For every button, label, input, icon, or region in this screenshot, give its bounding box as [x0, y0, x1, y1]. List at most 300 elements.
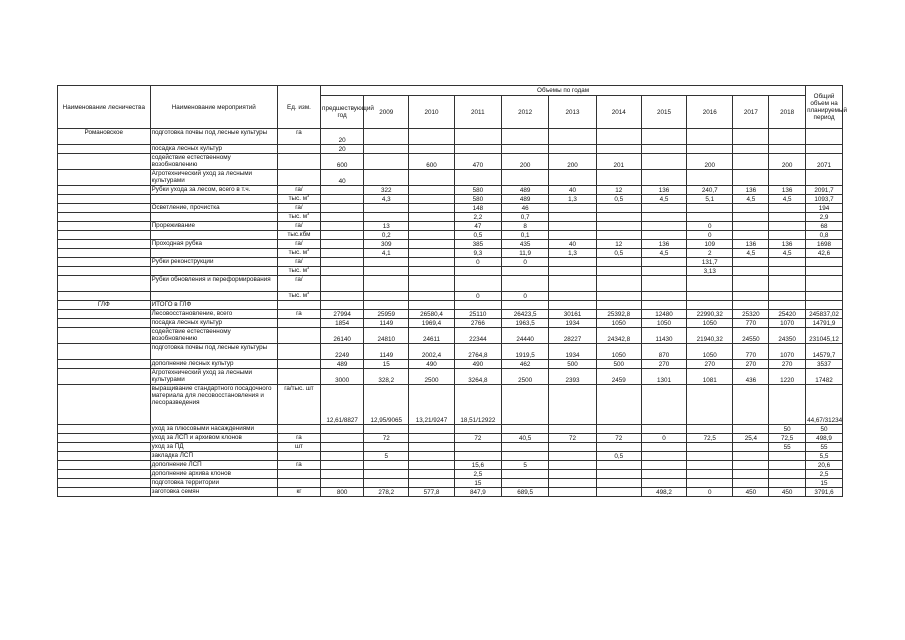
value-cell — [769, 452, 806, 461]
value-cell: 1934 — [549, 344, 596, 360]
activity-cell: ИТОГО в ГЛФ — [150, 301, 277, 310]
activity-cell: подготовка почвы под лесные культуры — [150, 129, 277, 145]
table-row — [58, 129, 843, 145]
value-cell — [641, 258, 686, 267]
table-row — [58, 360, 843, 369]
value-cell: 2249 — [321, 344, 364, 360]
header-year: 2009 — [364, 96, 409, 129]
activity-cell: Рубки ухода за лесом, всего в т.ч. — [150, 186, 277, 195]
table-row — [58, 231, 843, 240]
unit-cell — [277, 344, 320, 360]
value-cell — [769, 258, 806, 267]
activity-cell: дополнение лесных культур — [150, 360, 277, 369]
unit-cell: тыс. $м^3$ — [277, 213, 320, 222]
forestry-cell — [58, 479, 151, 488]
value-cell: 200 — [502, 154, 549, 170]
value-cell: 2459 — [596, 369, 641, 385]
value-cell: 2 — [687, 249, 733, 258]
value-cell — [596, 258, 641, 267]
value-cell: 3,13 — [687, 267, 733, 276]
total-cell: 245837,02 — [806, 310, 843, 319]
value-cell — [641, 443, 686, 452]
value-cell — [641, 292, 686, 301]
value-cell — [321, 231, 364, 240]
value-cell: 500 — [596, 360, 641, 369]
table-header — [58, 86, 848, 129]
activity-cell: Прореживание — [150, 222, 277, 231]
value-cell — [409, 213, 454, 222]
table-row — [58, 385, 843, 425]
forestry-cell — [58, 443, 151, 452]
value-cell — [409, 231, 454, 240]
total-cell: 1698 — [806, 240, 843, 249]
value-cell: 4,5 — [641, 249, 686, 258]
unit-cell: тыс. $м^3$ — [277, 292, 320, 301]
value-cell — [596, 301, 641, 310]
activity-cell: посадка лесных культур — [150, 145, 277, 154]
value-cell: 0 — [454, 258, 501, 267]
value-cell: 0 — [641, 434, 686, 443]
table-row — [58, 204, 843, 213]
value-cell — [769, 204, 806, 213]
value-cell — [549, 231, 596, 240]
value-cell: 1050 — [596, 319, 641, 328]
value-cell — [502, 479, 549, 488]
total-cell — [806, 292, 843, 301]
value-cell — [549, 452, 596, 461]
value-cell: 0 — [687, 488, 733, 497]
value-cell: 1854 — [321, 319, 364, 328]
activity-cell: Агротехнический уход за лесными культурами — [150, 369, 277, 385]
value-cell — [321, 213, 364, 222]
forestry-cell — [58, 425, 151, 434]
value-cell — [733, 470, 769, 479]
unit-cell: тыс. $м^3$ — [277, 195, 320, 204]
value-cell — [454, 129, 501, 145]
forestry-cell — [58, 434, 151, 443]
value-cell — [321, 204, 364, 213]
value-cell — [364, 470, 409, 479]
value-cell — [321, 186, 364, 195]
value-cell — [321, 258, 364, 267]
value-cell — [641, 222, 686, 231]
header-year: 2014 — [596, 96, 641, 129]
value-cell — [454, 145, 501, 154]
value-cell — [596, 222, 641, 231]
value-cell: 450 — [733, 488, 769, 497]
value-cell: 40,5 — [502, 434, 549, 443]
value-cell: 109 — [687, 240, 733, 249]
value-cell — [733, 385, 769, 425]
total-cell: 1093,7 — [806, 195, 843, 204]
value-cell — [502, 443, 549, 452]
value-cell — [409, 443, 454, 452]
value-cell — [733, 301, 769, 310]
value-cell: 4,1 — [364, 249, 409, 258]
value-cell: 25420 — [769, 310, 806, 319]
forestry-cell — [58, 369, 151, 385]
value-cell — [687, 129, 733, 145]
value-cell: 15 — [364, 360, 409, 369]
value-cell: 2500 — [409, 369, 454, 385]
forestry-cell — [58, 319, 151, 328]
unit-cell: га — [277, 310, 320, 319]
header-year: 2011 — [454, 96, 501, 129]
value-cell: 22990,32 — [687, 310, 733, 319]
value-cell: 12 — [596, 240, 641, 249]
value-cell — [733, 222, 769, 231]
unit-cell — [277, 425, 320, 434]
value-cell — [769, 145, 806, 154]
value-cell: 270 — [733, 360, 769, 369]
value-cell: 490 — [409, 360, 454, 369]
plan-table-page — [57, 85, 848, 497]
value-cell — [321, 452, 364, 461]
value-cell — [641, 276, 686, 292]
header-year: 2012 — [502, 96, 549, 129]
value-cell — [687, 276, 733, 292]
value-cell — [549, 213, 596, 222]
activity-cell: Агротехнический уход за лесными культурами — [150, 170, 277, 186]
value-cell — [409, 479, 454, 488]
value-cell — [641, 154, 686, 170]
unit-cell — [277, 360, 320, 369]
activity-cell: подготовка территории — [150, 479, 277, 488]
value-cell — [687, 170, 733, 186]
value-cell: 72 — [364, 434, 409, 443]
value-cell — [733, 154, 769, 170]
forestry-cell — [58, 470, 151, 479]
value-cell: 1050 — [596, 344, 641, 360]
value-cell — [641, 204, 686, 213]
value-cell: 1919,5 — [502, 344, 549, 360]
value-cell — [549, 292, 596, 301]
value-cell: 385 — [454, 240, 501, 249]
value-cell: 1070 — [769, 344, 806, 360]
value-cell — [454, 425, 501, 434]
unit-cell: га/ — [277, 276, 320, 292]
value-cell — [549, 145, 596, 154]
forestry-cell — [58, 154, 151, 170]
value-cell: 15,6 — [454, 461, 501, 470]
value-cell: 40 — [549, 240, 596, 249]
value-cell: 28227 — [549, 328, 596, 344]
header-unit: Ед. изм. — [277, 86, 320, 129]
header-year: 2010 — [409, 96, 454, 129]
forestry-cell — [58, 452, 151, 461]
value-cell — [596, 488, 641, 497]
value-cell: 8 — [502, 222, 549, 231]
value-cell — [733, 425, 769, 434]
value-cell — [454, 170, 501, 186]
value-cell — [321, 434, 364, 443]
value-cell — [549, 204, 596, 213]
value-cell — [321, 443, 364, 452]
value-cell — [769, 461, 806, 470]
value-cell — [596, 443, 641, 452]
value-cell — [769, 479, 806, 488]
value-cell: 270 — [641, 360, 686, 369]
unit-cell: га/ — [277, 186, 320, 195]
value-cell — [321, 425, 364, 434]
value-cell — [321, 292, 364, 301]
value-cell: 200 — [769, 154, 806, 170]
value-cell: 800 — [321, 488, 364, 497]
value-cell: 72 — [549, 434, 596, 443]
value-cell: 0 — [502, 258, 549, 267]
value-cell: 11430 — [641, 328, 686, 344]
value-cell: 489 — [321, 360, 364, 369]
value-cell — [641, 452, 686, 461]
value-cell — [502, 276, 549, 292]
activity-cell: уход за ПД — [150, 443, 277, 452]
activity-cell: Осветление, прочистка — [150, 204, 277, 213]
value-cell — [596, 292, 641, 301]
total-cell: 2,5 — [806, 470, 843, 479]
unit-cell: га — [277, 129, 320, 145]
value-cell — [454, 443, 501, 452]
value-cell — [641, 267, 686, 276]
value-cell — [549, 301, 596, 310]
unit-cell — [277, 479, 320, 488]
header-total: Общий объем на планируемый период — [806, 86, 843, 129]
value-cell — [364, 145, 409, 154]
value-cell: 580 — [454, 186, 501, 195]
forestry-cell — [58, 258, 151, 267]
value-cell — [409, 170, 454, 186]
value-cell — [502, 267, 549, 276]
table-row — [58, 479, 843, 488]
value-cell: 500 — [549, 360, 596, 369]
value-cell — [733, 479, 769, 488]
value-cell — [321, 222, 364, 231]
table-row — [58, 301, 843, 310]
value-cell — [364, 258, 409, 267]
value-cell: 72,5 — [687, 434, 733, 443]
total-cell: 3537 — [806, 360, 843, 369]
table-row — [58, 328, 843, 344]
value-cell: 490 — [454, 360, 501, 369]
value-cell: 26580,4 — [409, 310, 454, 319]
value-cell: 2002,4 — [409, 344, 454, 360]
value-cell — [409, 267, 454, 276]
value-cell: 580 — [454, 195, 501, 204]
value-cell — [769, 385, 806, 425]
total-cell — [806, 129, 843, 145]
value-cell: 278,2 — [364, 488, 409, 497]
value-cell — [641, 213, 686, 222]
value-cell: 136 — [769, 240, 806, 249]
value-cell: 136 — [641, 186, 686, 195]
value-cell: 1301 — [641, 369, 686, 385]
forestry-cell — [58, 240, 151, 249]
value-cell — [769, 129, 806, 145]
value-cell — [502, 425, 549, 434]
value-cell: 1220 — [769, 369, 806, 385]
value-cell: 1081 — [687, 369, 733, 385]
value-cell: 72 — [454, 434, 501, 443]
value-cell — [549, 488, 596, 497]
table-row — [58, 170, 843, 186]
header-activity: Наименование мероприятий — [150, 86, 277, 129]
value-cell: 24810 — [364, 328, 409, 344]
value-cell: 148 — [454, 204, 501, 213]
value-cell: 309 — [364, 240, 409, 249]
forestry-cell — [58, 204, 151, 213]
value-cell: 24550 — [733, 328, 769, 344]
forestry-cell — [58, 186, 151, 195]
value-cell: 4,5 — [641, 195, 686, 204]
superscript: 3 — [307, 210, 310, 216]
activity-cell — [150, 195, 277, 204]
header-year: 2016 — [687, 96, 733, 129]
value-cell — [409, 240, 454, 249]
value-cell: 2764,8 — [454, 344, 501, 360]
value-cell: 0,5 — [596, 195, 641, 204]
forestry-cell — [58, 170, 151, 186]
value-cell — [409, 222, 454, 231]
value-cell — [409, 186, 454, 195]
value-cell — [769, 222, 806, 231]
value-cell — [409, 129, 454, 145]
activity-cell: выращивание стандартного посадочного материала для лесовосстановления и лесоразведения — [150, 385, 277, 425]
table-body — [58, 129, 843, 497]
value-cell — [641, 129, 686, 145]
total-cell: 15 — [806, 479, 843, 488]
value-cell — [733, 231, 769, 240]
header-year: 2013 — [549, 96, 596, 129]
forestry-cell — [58, 195, 151, 204]
value-cell: 40 — [549, 186, 596, 195]
value-cell — [733, 292, 769, 301]
value-cell: 1050 — [687, 344, 733, 360]
value-cell — [409, 425, 454, 434]
value-cell: 26423,5 — [502, 310, 549, 319]
forestry-cell — [58, 292, 151, 301]
value-cell: 498,2 — [641, 488, 686, 497]
value-cell — [687, 479, 733, 488]
value-cell — [321, 195, 364, 204]
value-cell: 2,2 — [454, 213, 501, 222]
value-cell — [769, 213, 806, 222]
forestry-cell — [58, 276, 151, 292]
table-row — [58, 154, 843, 170]
value-cell — [364, 443, 409, 452]
value-cell — [364, 204, 409, 213]
value-cell: 600 — [409, 154, 454, 170]
forestry-cell — [58, 213, 151, 222]
value-cell — [769, 276, 806, 292]
value-cell: 18,51/12922 — [454, 385, 501, 425]
value-cell — [409, 145, 454, 154]
value-cell: 136 — [733, 186, 769, 195]
value-cell — [687, 385, 733, 425]
header-forestry: Наименование лесничества — [58, 86, 151, 129]
table-row — [58, 488, 843, 497]
value-cell — [596, 129, 641, 145]
value-cell — [769, 470, 806, 479]
value-cell: 30161 — [549, 310, 596, 319]
value-cell — [502, 145, 549, 154]
value-cell — [549, 470, 596, 479]
value-cell — [364, 154, 409, 170]
value-cell — [687, 470, 733, 479]
value-cell — [364, 479, 409, 488]
value-cell: 22344 — [454, 328, 501, 344]
forestry-cell: Романовское — [58, 129, 151, 145]
value-cell: 847,9 — [454, 488, 501, 497]
value-cell: 1,3 — [549, 249, 596, 258]
value-cell — [733, 276, 769, 292]
value-cell: 12 — [596, 186, 641, 195]
value-cell: 27994 — [321, 310, 364, 319]
total-cell: 14579,7 — [806, 344, 843, 360]
value-cell: 0,1 — [502, 231, 549, 240]
table-row — [58, 267, 843, 276]
value-cell: 136 — [641, 240, 686, 249]
total-cell: 498,9 — [806, 434, 843, 443]
value-cell — [364, 129, 409, 145]
forestry-cell — [58, 344, 151, 360]
unit-cell — [277, 369, 320, 385]
table-row — [58, 452, 843, 461]
value-cell: 240,7 — [687, 186, 733, 195]
value-cell — [733, 213, 769, 222]
value-cell: 0,5 — [596, 452, 641, 461]
total-cell: 231045,12 — [806, 328, 843, 344]
total-cell: 2,9 — [806, 213, 843, 222]
value-cell — [596, 385, 641, 425]
value-cell: 462 — [502, 360, 549, 369]
value-cell — [409, 258, 454, 267]
value-cell — [364, 276, 409, 292]
forestry-cell — [58, 249, 151, 258]
table-row — [58, 434, 843, 443]
value-cell: 1149 — [364, 344, 409, 360]
table-row — [58, 310, 843, 319]
forestry-cell — [58, 328, 151, 344]
value-cell: 5 — [364, 452, 409, 461]
forestry-cell — [58, 488, 151, 497]
value-cell: 200 — [687, 154, 733, 170]
value-cell — [364, 292, 409, 301]
value-cell — [687, 213, 733, 222]
value-cell — [596, 213, 641, 222]
value-cell: 12480 — [641, 310, 686, 319]
value-cell: 201 — [596, 154, 641, 170]
value-cell — [502, 170, 549, 186]
value-cell — [769, 301, 806, 310]
value-cell: 12,95/9065 — [364, 385, 409, 425]
total-cell: 50 — [806, 425, 843, 434]
value-cell: 72,5 — [769, 434, 806, 443]
value-cell: 600 — [321, 154, 364, 170]
forestry-cell — [58, 310, 151, 319]
table-row — [58, 240, 843, 249]
table-row — [58, 186, 843, 195]
value-cell: 9,3 — [454, 249, 501, 258]
table-row — [58, 249, 843, 258]
forestry-cell — [58, 267, 151, 276]
total-cell: 14791,9 — [806, 319, 843, 328]
value-cell — [502, 470, 549, 479]
value-cell: 4,5 — [733, 195, 769, 204]
activity-cell — [150, 292, 277, 301]
header-prev-year: предшествующий год — [321, 96, 364, 129]
value-cell: 870 — [641, 344, 686, 360]
value-cell — [364, 461, 409, 470]
value-cell — [769, 170, 806, 186]
